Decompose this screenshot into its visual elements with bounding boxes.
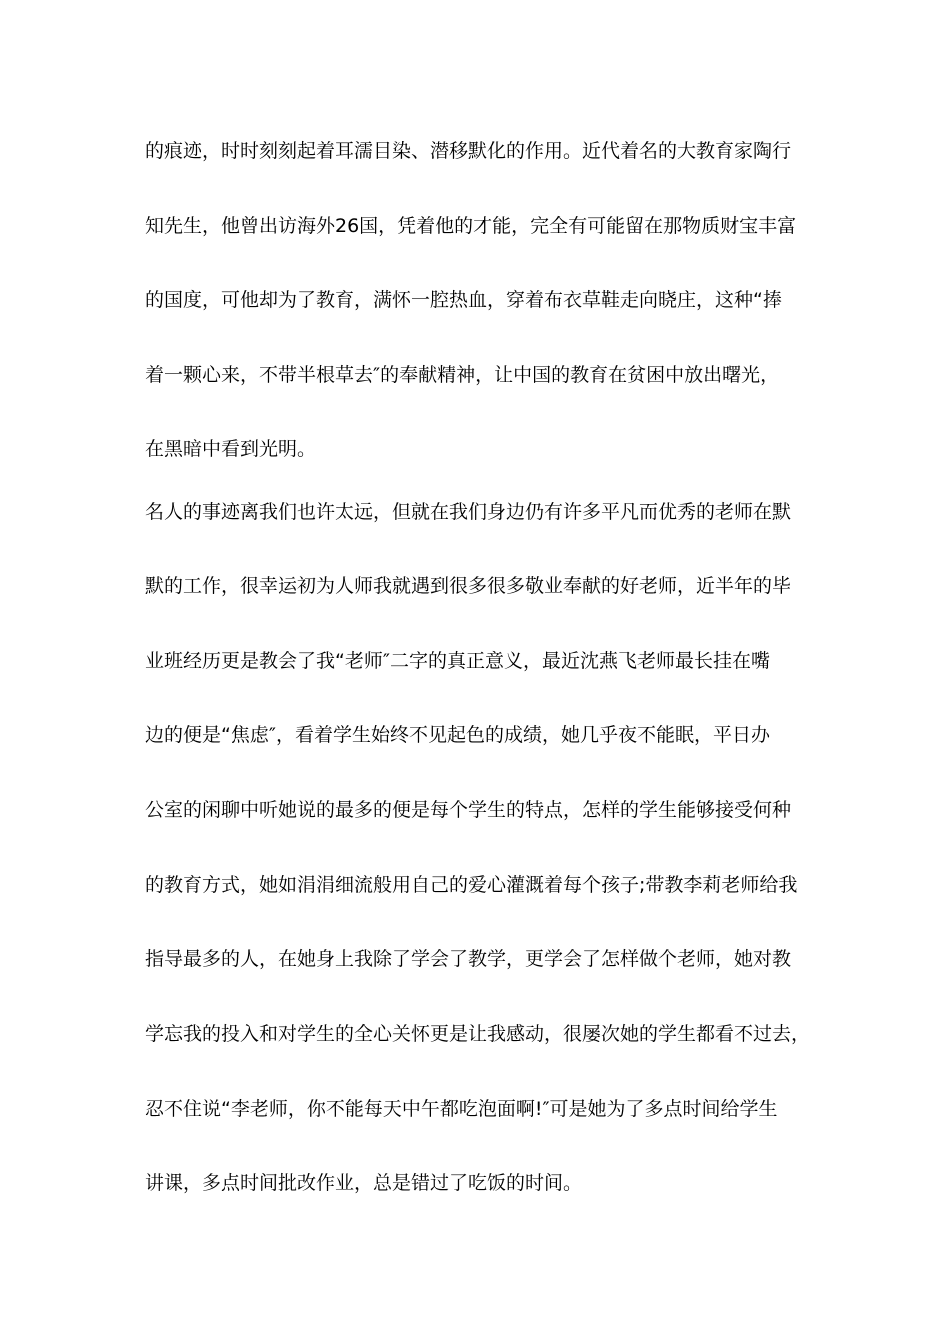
paragraph-2-line-2: 默的工作，很幸运初为人师我就遇到很多很多敬业奉献的好老师，近半年的毕 xyxy=(145,575,792,597)
paragraph-2-line-4: 边的便是“焦虑″，看着学生始终不见起色的成绩，她几乎夜不能眠，平日办 xyxy=(145,724,770,746)
paragraph-1-line-2: 知先生，他曾出访海外26国，凭着他的才能，完全有可能留在那物质财宝丰富 xyxy=(145,215,797,237)
paragraph-2-line-7: 指导最多的人，在她身上我除了学会了教学，更学会了怎样做个老师，她对教 xyxy=(145,948,792,970)
paragraph-1-line-5: 在黑暗中看到光明。 xyxy=(145,438,317,460)
paragraph-2-line-8: 学忘我的投入和对学生的全心关怀更是让我感动，很屡次她的学生都看不过去， xyxy=(145,1023,811,1045)
paragraph-1-line-3: 的国度，可他却为了教育，满怀一腔热血，穿着布衣草鞋走向晓庄，这种“捧 xyxy=(145,289,782,311)
paragraph-1-line-1: 的痕迹，时时刻刻起着耳濡目染、潜移默化的作用。近代着名的大教育家陶行 xyxy=(145,140,792,162)
paragraph-2-line-3: 业班经历更是教会了我“老师″二字的真正意义，最近沈燕飞老师最长挂在嘴 xyxy=(145,650,770,672)
paragraph-2-line-1: 名人的事迹离我们也许太远，但就在我们身边仍有许多平凡而优秀的老师在默 xyxy=(145,501,792,523)
paragraph-2-line-6: 的教育方式，她如涓涓细流般用自己的爱心灌溉着每个孩子;带教李莉老师给我 xyxy=(145,874,798,896)
paragraph-2-line-10: 讲课，多点时间批改作业，总是错过了吃饭的时间。 xyxy=(145,1172,583,1194)
paragraph-2-line-9: 忍不住说“李老师，你不能每天中午都吃泡面啊!″可是她为了多点时间给学生 xyxy=(145,1098,778,1120)
paragraph-1-line-4: 着一颗心来，不带半根草去″的奉献精神，让中国的教育在贫困中放出曙光， xyxy=(145,364,780,386)
paragraph-2-line-5: 公室的闲聊中听她说的最多的便是每个学生的特点，怎样的学生能够接受何种 xyxy=(145,799,792,821)
